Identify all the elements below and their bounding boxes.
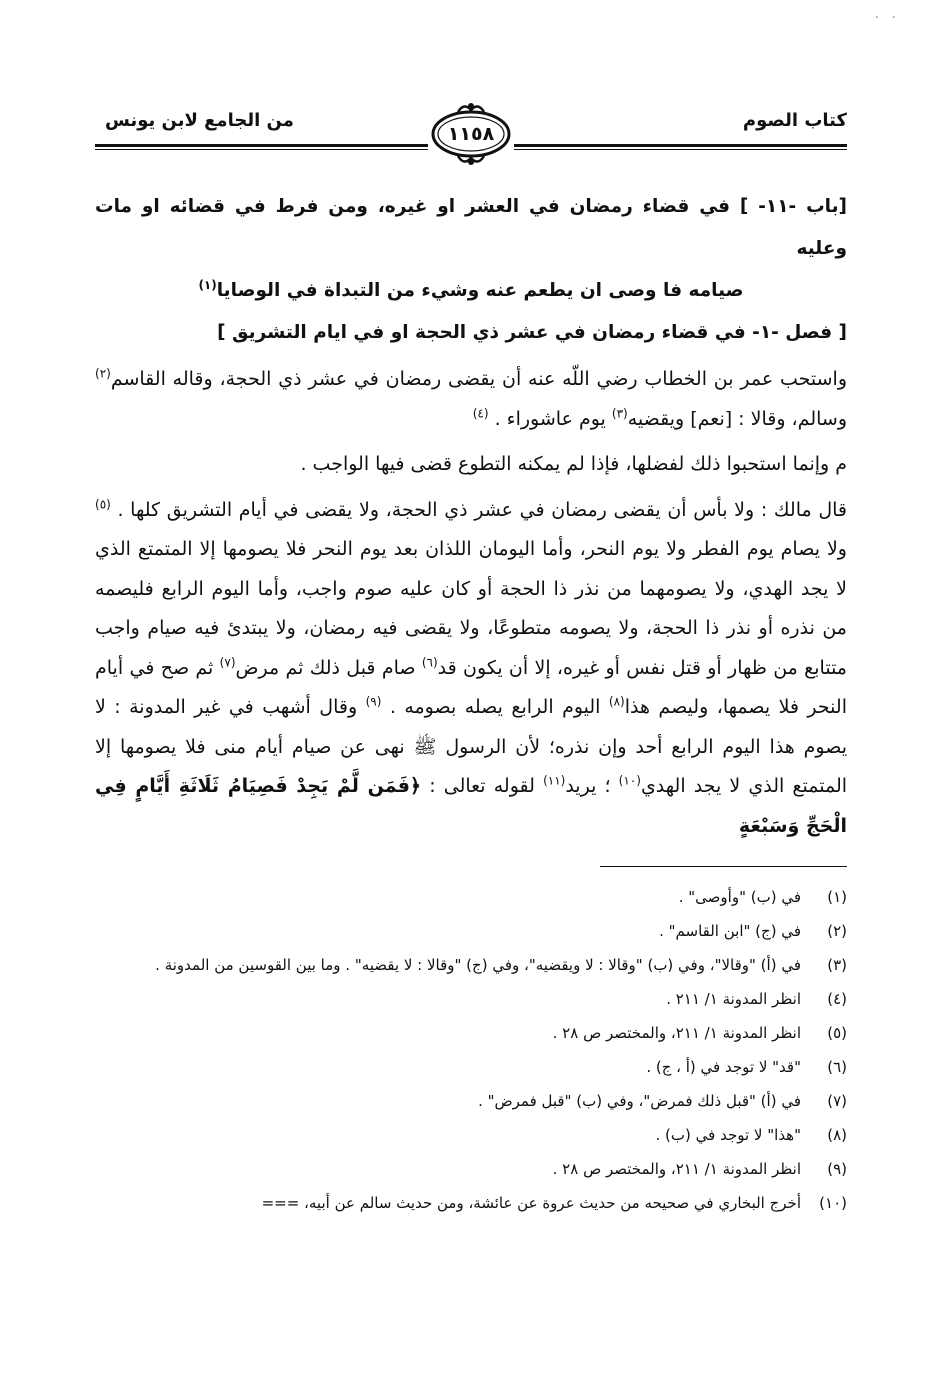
section-heading: [ فصل -١- في قضاء رمضان في عشر ذي الحجة او في ايام التشريق ] [217,322,847,343]
scan-speck-marks: · · [874,10,900,26]
quran-quote: ﴿فَمَن لَّمْ يَجِدْ فَصِيَامُ ثَلَاثَةِ أَيَّامٍ فِي الْحَجِّ وَسَبْعَةٍ [95,775,847,837]
footnote-ref: (١) [198,277,217,292]
paragraph-3-text-d: ثم صح في أيام النحر فلا يصمها، وليصم هذا [95,656,847,718]
footnote-text: "هذا" لا توجد في (ب) . [655,1126,801,1144]
footnote [140,914,847,948]
footnote-text: انظر المدونة ١/ ٢١١، والمختصر ص ٢٨ . [552,1160,801,1178]
footnote [140,1084,847,1118]
paragraph-1-text-b: وسالم، وقالا : [نعم] ويقضيه [627,407,847,430]
footnote-text: في (أ) "قبل ذلك فمرض"، وفي (ب) "قبل فمرض" . [478,1092,801,1110]
paragraph-3-text-a: قال مالك : ولا بأس أن يقضى رمضان في عشر ذي الحجة، ولا يقضى في أيام التشريق كلها . [110,498,847,521]
footnote-ref: (١٠) [618,773,641,788]
footnote-ref: (٥) [95,497,111,512]
paragraph-3-text-g: ؛ يريد [565,775,619,797]
footnote-number: (٦) [827,1058,847,1076]
footnote-ref: (٧) [219,655,236,670]
chapter-heading-line2-text: صيامه فا وصى ان يطعم عنه وشيء من التبداة في الوصايا [216,280,744,301]
footnote-text: في (ب) "وأوصى" . [678,888,801,906]
footnote [140,1118,847,1152]
footnote-ref: (٨) [608,694,625,709]
footnote-separator [600,866,847,867]
footnotes [140,880,847,1220]
footnote-text: أخرج البخاري في صحيحه من حديث عروة عن عائشة، ومن حديث سالم عن أبيه، === [261,1194,801,1212]
footnote-text: في (ج) "ابن القاسم" . [659,922,801,940]
footnote-ref: (٩) [365,694,382,709]
paragraph-1-text-a: واستحب عمر بن الخطاب رضي اللّه عنه أن يقضى رمضان في عشر ذي الحجة، وقاله القاسم [110,368,847,390]
footnote-number: (٩) [827,1160,847,1178]
footnote-number: (٣) [827,956,847,974]
footnote-ref: (٤) [472,406,489,421]
footnote-ref: (١١) [543,773,566,788]
footnote [140,1016,847,1050]
footnote-text: انظر المدونة ١/ ٢١١ . [666,990,801,1008]
footnote [140,982,847,1016]
paragraph-2: م وإنما استحبوا ذلك لفضلها، فإذا لم يمكنه التطوع قضى فيها الواجب . [300,453,847,475]
paragraph-3-text-f: وقال أشهب في غير المدونة : لا يصوم هذا اليوم الرابع أحد وإن نذره؛ لأن الرسول ﷺ نهى عن صيام أيام منى فلا يصومها إلا المتمتع الذي لا يجد الهدي [95,696,848,797]
paragraph-1-text-c: يوم عاشوراء . [488,407,612,430]
footnote-text: في (أ) "وقالا"، وفي (ب) "وقالا : لا ويقضيه"، وفي (ج) "وقالا : لا يقضيه" . وما بين القوسين من المدونة . [155,956,801,974]
footnote-number: (٤) [827,990,847,1008]
footnote-number: (٧) [827,1092,847,1110]
footnote [140,1186,847,1220]
paragraph-3-text-b: ولا يصام يوم الفطر ولا يوم النحر، وأما اليومان اللذان بعد يوم النحر فلا يصومها إلا المتمتع الذي لا يجد الهدي، ولا يصومهما من نذر ذا الحجة أو كان عليه صوم واجب، وأما اليوم الرابع فليصمه من نذره أو نذر ذا الحجة، ولا يصومه متطوعًا، ولا يقضى فيه رمضان، ولا يبتدئ فيه صيام واجب متتابع من ظهار أو قتل نفس أو غيره، إلا أن يكون قد [95,538,847,679]
paragraph-3 [95,491,847,847]
footnote-number: (١٠) [819,1194,847,1212]
paragraph-3-text-c: صام قبل ذلك ثم مرض [235,656,422,679]
footnote-number: (١) [827,888,847,906]
footnote-text: "قد" لا توجد في (أ ، ج) . [646,1058,801,1076]
footnote [140,948,847,982]
footnote-text: انظر المدونة ١/ ٢١١، والمختصر ص ٢٨ . [552,1024,801,1042]
paragraph-1 [95,360,847,439]
running-header [95,100,847,170]
page-number-ornament [428,100,514,168]
footnote [140,1050,847,1084]
footnote-number: (٨) [827,1126,847,1144]
footnote-number: (٥) [827,1024,847,1042]
footnote-ref: (٦) [421,655,438,670]
footnote [140,880,847,914]
footnote-ref: (٢) [95,366,111,381]
paragraph-3-text-e: اليوم الرابع يصله بصومه . [381,696,609,718]
footnote [140,1152,847,1186]
footnote-ref: (٣) [611,406,628,421]
source-title: من الجامع لابن يونس [105,110,294,131]
chapter-heading-line1: [باب -١١- ] في قضاء رمضان في العشر او غيره، ومن فرط في قضائه او مات وعليه [95,196,848,259]
page-number: ١١٥٨ [447,123,495,145]
book-title: كتاب الصوم [742,110,847,131]
footnote-number: (٢) [827,922,847,940]
main-text [95,186,847,846]
chapter-heading [95,186,847,270]
chapter-heading-line2 [95,270,847,312]
paragraph-3-text-h: لقوله تعالى : [421,775,544,797]
